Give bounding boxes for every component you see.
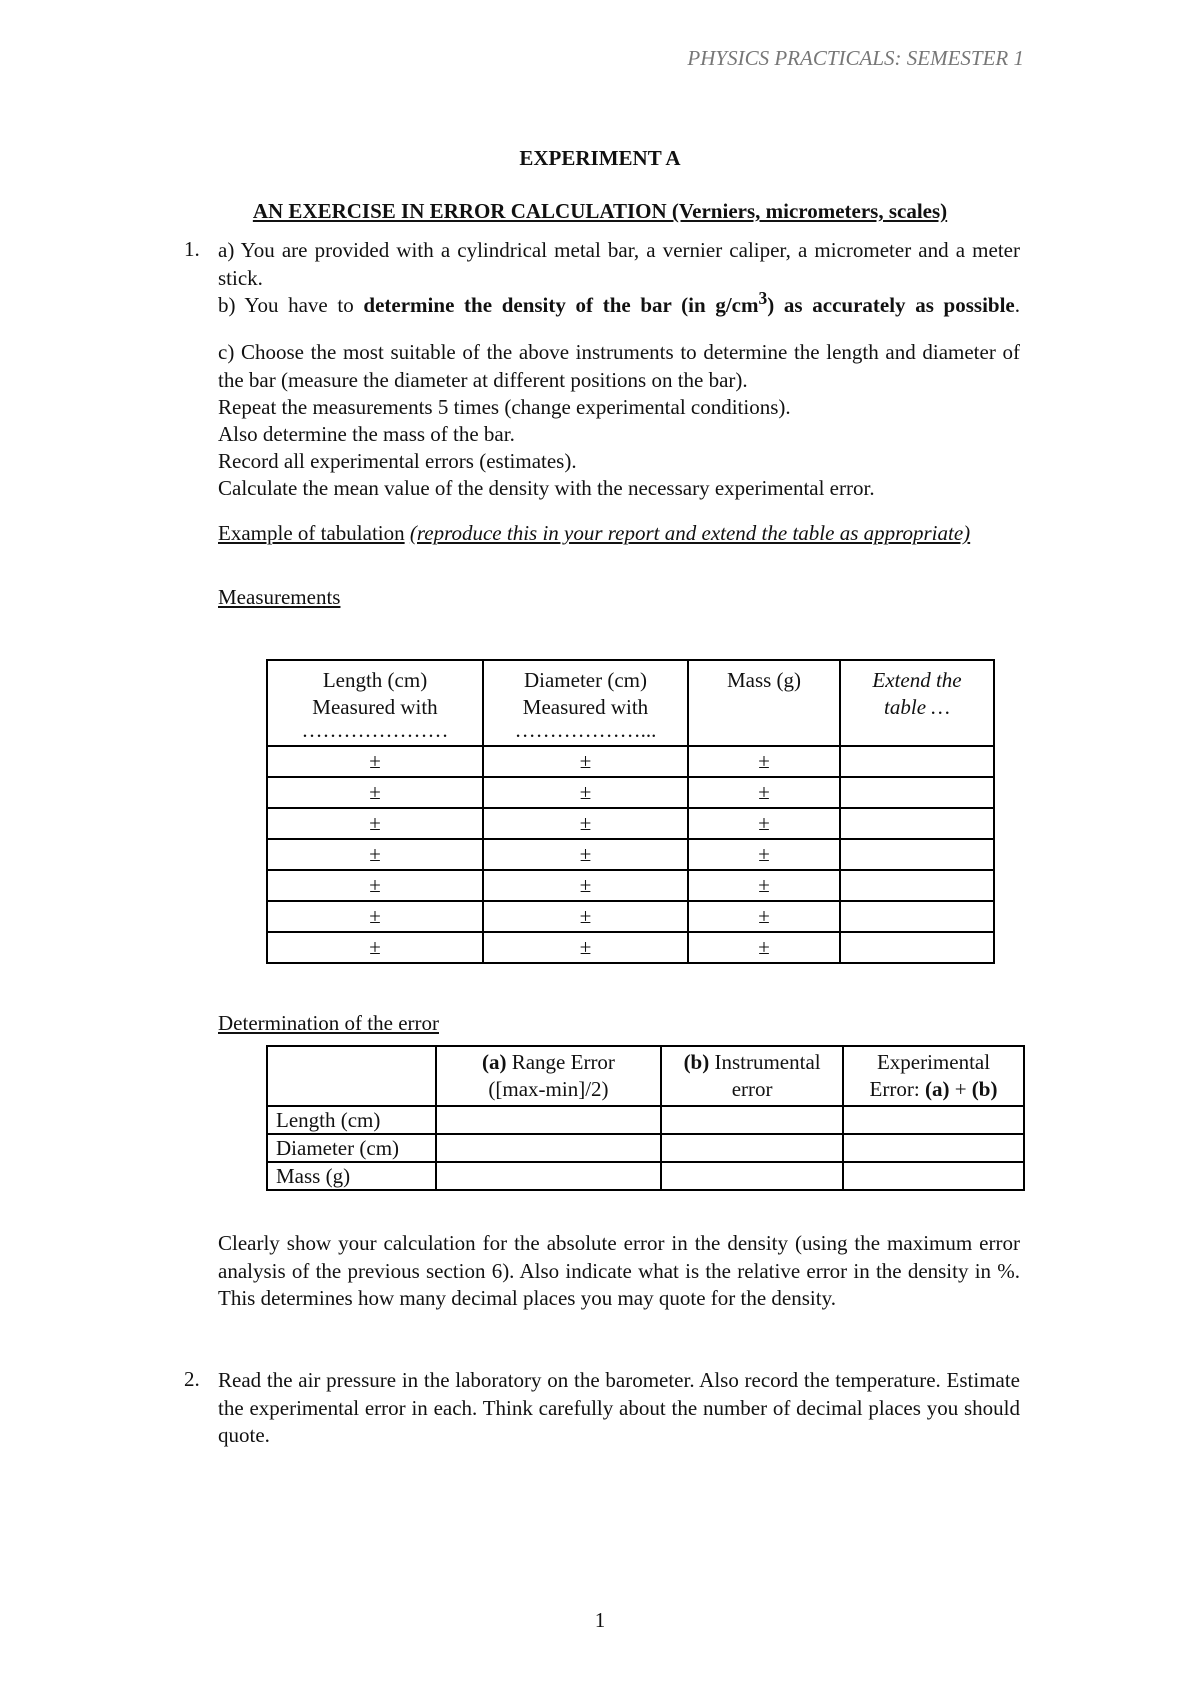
empty-cell — [840, 870, 994, 901]
table-row — [267, 746, 994, 777]
item1-record-line: Record all experimental errors (estimates). — [218, 449, 577, 473]
closing-paragraph: Clearly show your calculation for the absolute error in the density (using the maximum error analysis of the previous section 6). Also indicate what is the relative error in the density in %. This determines how many decimal places you may quote for the density. — [218, 1231, 1020, 1310]
running-header: PHYSICS PRACTICALS: SEMESTER 1 — [687, 46, 1024, 70]
item1-part-b: b) You have to determine the density of the bar (in $g/cm^3$) as accurately as possible. — [218, 288, 1020, 317]
empty-cell — [661, 1134, 843, 1162]
item-number-1: 1. — [184, 237, 200, 261]
err-row-label: Mass (g) — [267, 1162, 436, 1190]
pm-cell: ± — [267, 777, 483, 808]
pm-cell: ± — [483, 808, 688, 839]
empty-cell — [436, 1106, 661, 1134]
err-row-label: Diameter (cm) — [267, 1134, 436, 1162]
pm-cell: ± — [267, 901, 483, 932]
meas-header-diameter: Diameter (cm) Measured with ………………... — [483, 660, 688, 746]
empty-cell — [840, 746, 994, 777]
page-number: 1 — [594, 1608, 606, 1632]
table-row — [267, 932, 994, 963]
pm-cell: ± — [267, 808, 483, 839]
table-row — [267, 1134, 1024, 1162]
page-title: EXPERIMENT A — [519, 146, 681, 170]
pm-cell: ± — [267, 746, 483, 777]
empty-cell — [840, 932, 994, 963]
empty-cell — [840, 777, 994, 808]
item1-calc-line: Calculate the mean value of the density with the necessary experimental error. — [218, 476, 875, 500]
item1-part-c: c) Choose the most suitable of the above instruments to determine the length and diameter of the bar (measure the diameter at different positions on the bar). — [218, 340, 1020, 392]
pm-cell: ± — [688, 746, 840, 777]
meas-header-extend: Extend the table … — [840, 660, 994, 746]
page-subtitle: AN EXERCISE IN ERROR CALCULATION (Verniers, micrometers, scales) — [252, 199, 948, 223]
pm-cell: ± — [267, 932, 483, 963]
empty-cell — [840, 839, 994, 870]
pm-cell: ± — [688, 808, 840, 839]
error-table — [266, 1045, 1025, 1191]
pm-cell: ± — [267, 870, 483, 901]
item1-repeat-line: Repeat the measurements 5 times (change experimental conditions). — [218, 395, 791, 419]
pm-cell: ± — [688, 839, 840, 870]
table-row — [267, 1106, 1024, 1134]
item2-paragraph: Read the air pressure in the laboratory on the barometer. Also record the temperature. Estimate the experimental error in each. Think carefully about the number of decimal places you should quote. — [218, 1368, 1020, 1447]
item1-part-a: a) You are provided with a cylindrical metal bar, a vernier caliper, a micrometer and a meter stick. — [218, 238, 1020, 290]
pm-cell: ± — [483, 870, 688, 901]
err-header-instrumental: (b) Instrumental error — [661, 1046, 843, 1106]
pm-cell: ± — [483, 777, 688, 808]
item1-mass-line: Also determine the mass of the bar. — [218, 422, 515, 446]
measurements-label: Measurements — [218, 585, 341, 609]
empty-cell — [843, 1106, 1024, 1134]
pm-cell: ± — [483, 901, 688, 932]
table-row — [267, 839, 994, 870]
table-row — [267, 901, 994, 932]
err-header-blank — [267, 1046, 436, 1106]
empty-cell — [436, 1162, 661, 1190]
empty-cell — [436, 1134, 661, 1162]
pm-cell: ± — [483, 932, 688, 963]
pm-cell: ± — [483, 839, 688, 870]
pm-cell: ± — [688, 932, 840, 963]
table-row — [267, 808, 994, 839]
err-row-label: Length (cm) — [267, 1106, 436, 1134]
table-row — [267, 777, 994, 808]
pm-cell: ± — [688, 901, 840, 932]
pm-cell: ± — [267, 839, 483, 870]
pm-cell: ± — [688, 777, 840, 808]
empty-cell — [840, 808, 994, 839]
err-header-experimental: Experimental Error: (a) + (b) — [843, 1046, 1024, 1106]
pm-cell: ± — [483, 746, 688, 777]
measurements-table — [266, 659, 995, 964]
item-number-2: 2. — [184, 1367, 200, 1391]
err-header-range: (a) Range Error ([max-min]/2) — [436, 1046, 661, 1106]
meas-header-mass: Mass (g) — [688, 660, 840, 746]
table-row — [267, 870, 994, 901]
example-tabulation: Example of tabulation (reproduce this in your report and extend the table as appropriate) — [218, 521, 971, 545]
empty-cell — [843, 1134, 1024, 1162]
pm-cell: ± — [688, 870, 840, 901]
empty-cell — [661, 1106, 843, 1134]
table-row — [267, 1162, 1024, 1190]
empty-cell — [661, 1162, 843, 1190]
empty-cell — [843, 1162, 1024, 1190]
error-determination-label: Determination of the error — [218, 1011, 439, 1035]
empty-cell — [840, 901, 994, 932]
meas-header-length: Length (cm) Measured with ………………… — [267, 660, 483, 746]
